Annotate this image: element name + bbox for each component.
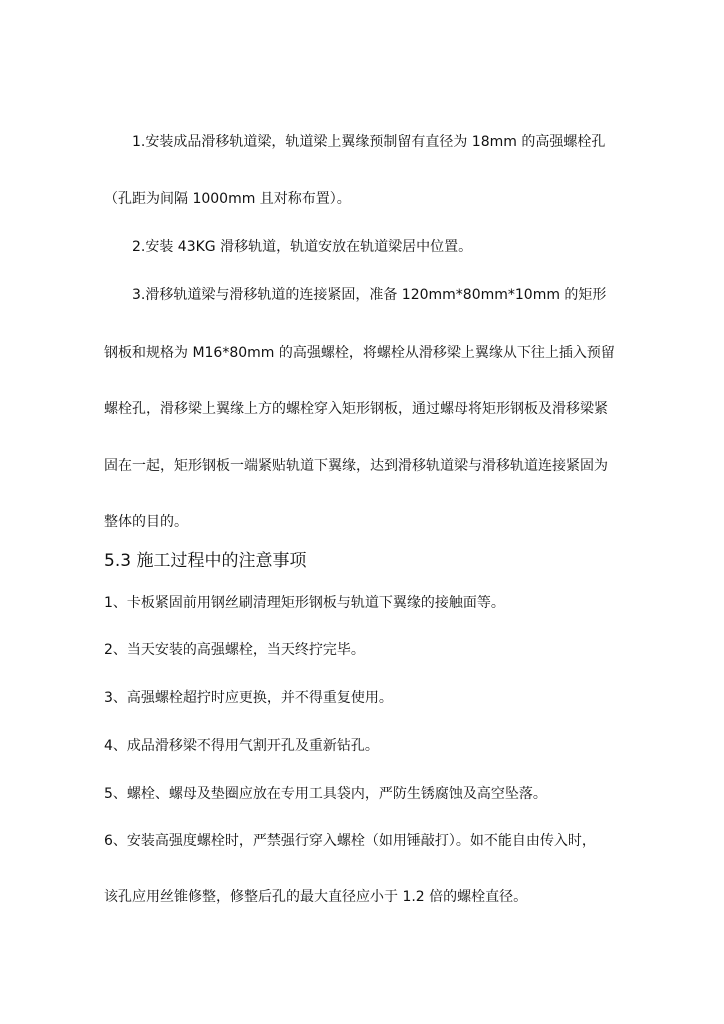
note-item-1: 1、卡板紧固前用钢丝刷清理矩形钢板与轨道下翼缘的接触面等。 bbox=[104, 595, 505, 611]
paragraph-step-3-line-4: 固在一起，矩形钢板一端紧贴轨道下翼缘，达到滑移轨道梁与滑移轨道连接紧固为 bbox=[104, 458, 608, 474]
note-item-2: 2、当天安装的高强螺栓，当天终拧完毕。 bbox=[104, 642, 365, 658]
paragraph-step-3-line-3: 螺栓孔，滑移梁上翼缘上方的螺栓穿入矩形钢板，通过螺母将矩形钢板及滑移梁紧 bbox=[104, 401, 608, 417]
paragraph-step-3-line-5: 整体的目的。 bbox=[104, 514, 188, 530]
note-item-6-line-1: 6、安装高强度螺栓时，严禁强行穿入螺栓（如用锤敲打）。如不能自由传入时， bbox=[104, 833, 596, 849]
paragraph-step-1-line-1: 1.安装成品滑移轨道梁，轨道梁上翼缘预制留有直径为 18mm 的高强螺栓孔 bbox=[132, 134, 606, 150]
note-item-3: 3、高强螺栓超拧时应更换，并不得重复使用。 bbox=[104, 690, 393, 706]
note-item-4: 4、成品滑移梁不得用气割开孔及重新钻孔。 bbox=[104, 738, 379, 754]
note-item-5: 5、螺栓、螺母及垫圈应放在专用工具袋内，严防生锈腐蚀及高空坠落。 bbox=[104, 786, 547, 802]
paragraph-step-3-line-2: 钢板和规格为 M16*80mm 的高强螺栓，将螺栓从滑移梁上翼缘从下往上插入预留 bbox=[104, 345, 615, 361]
paragraph-step-1-line-2: （孔距为间隔 1000mm 且对称布置）。 bbox=[104, 191, 351, 207]
note-item-6-line-2: 该孔应用丝锥修整，修整后孔的最大直径应小于 1.2 倍的螺栓直径。 bbox=[104, 889, 528, 905]
paragraph-step-3-line-1: 3.滑移轨道梁与滑移轨道的连接紧固，准备 120mm*80mm*10mm 的矩形 bbox=[132, 287, 607, 303]
section-heading: 5.3 施工过程中的注意事项 bbox=[104, 551, 307, 571]
paragraph-step-2: 2.安装 43KG 滑移轨道，轨道安放在轨道梁居中位置。 bbox=[132, 239, 473, 255]
